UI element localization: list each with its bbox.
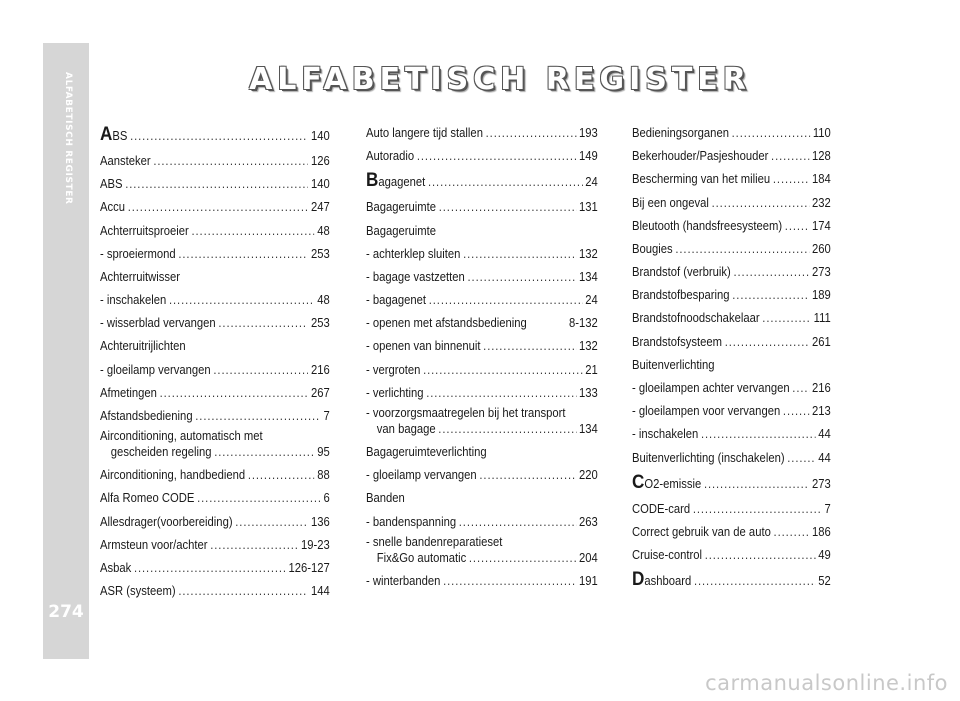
index-entry: [100, 557, 330, 580]
entry-label: Airconditioning, handbediend: [100, 468, 246, 483]
entry-label: - vergroten: [366, 362, 421, 377]
dot-leader: [785, 215, 810, 238]
entry-label: agagenet: [378, 175, 426, 190]
index-entry: [366, 122, 598, 145]
entry-label: Achterruitwisser: [100, 269, 181, 284]
entry-label: Bekerhouder/Pasjeshouder: [632, 149, 769, 164]
index-entry: [366, 266, 598, 289]
entry-label: BS: [112, 129, 128, 143]
index-entry: [100, 487, 330, 510]
entry-text: [100, 121, 127, 150]
entry-page: 44: [818, 427, 831, 442]
entry-label: - bagagenet: [366, 293, 427, 308]
entry-text: [100, 173, 123, 196]
entry-text: [100, 266, 180, 289]
section-letter: D: [632, 569, 645, 591]
entry-text: [366, 335, 480, 358]
index-column-2: [366, 122, 598, 593]
entry-page: 8-132: [568, 316, 598, 331]
entry-label: O2-emissie: [644, 476, 702, 491]
entry-page: 144: [310, 584, 330, 599]
entry-text: [366, 511, 456, 534]
entry-page: 48: [317, 293, 330, 308]
entry-text: [632, 331, 722, 354]
dot-leader: [210, 534, 298, 557]
dot-leader: [733, 261, 809, 284]
index-entry: [632, 331, 831, 354]
entry-label: Bougies: [632, 241, 673, 256]
entry-page: 213: [812, 404, 831, 419]
entry-text: [632, 284, 730, 307]
entry-text: - snelle bandenreparatieset: [366, 534, 503, 549]
entry-page: 24: [585, 175, 598, 190]
entry-page: 174: [812, 218, 831, 233]
dot-leader: [762, 307, 811, 330]
entry-label: - openen van binnenuit: [366, 339, 481, 354]
entry-text: [632, 544, 702, 567]
index-entry: [632, 122, 831, 145]
dot-leader: [417, 145, 576, 168]
index-entry: [632, 238, 831, 261]
entry-page: 247: [310, 200, 330, 215]
entry-page: 273: [812, 476, 831, 491]
entry-text: [632, 447, 785, 470]
index-entry: [100, 359, 330, 382]
entry-page: 216: [812, 381, 831, 396]
index-entry: [632, 400, 831, 423]
entry-text: [632, 521, 771, 544]
entry-text: [100, 289, 166, 312]
entry-page: 48: [317, 223, 330, 238]
dot-leader: [429, 289, 583, 312]
index-entry: [632, 377, 831, 400]
index-entry: [100, 464, 330, 487]
entry-text: [100, 335, 186, 358]
entry-text: [632, 400, 780, 423]
entry-text: [366, 289, 426, 312]
entry-label: ashboard: [644, 574, 692, 589]
entry-text-continued: gescheiden regeling: [110, 445, 212, 460]
watermark: carmanualsonline.info: [705, 671, 948, 695]
entry-text: [632, 215, 782, 238]
index-entry: [366, 570, 598, 593]
entry-page: 186: [812, 524, 831, 539]
entry-label: Banden: [366, 491, 405, 506]
dot-leader: [439, 196, 577, 219]
index-entry: [366, 289, 598, 312]
entry-text: [366, 145, 414, 168]
entry-label: Afstandsbediening: [100, 409, 193, 424]
entry-text: [632, 192, 709, 215]
index-entry: [366, 220, 598, 243]
entry-text: [100, 220, 189, 243]
entry-label: Armsteun voor/achter: [100, 537, 208, 552]
entry-page: 132: [578, 339, 598, 354]
entry-text: [366, 266, 465, 289]
index-entry: [100, 405, 330, 428]
entry-label: Brandstof (verbruik): [632, 265, 731, 280]
entry-page: 149: [578, 149, 598, 164]
index-entry: [632, 498, 831, 521]
entry-page: 204: [578, 550, 598, 565]
entry-page: 111: [813, 311, 831, 326]
entry-text: [100, 557, 131, 580]
dot-leader: [712, 192, 810, 215]
dot-leader: [178, 580, 308, 603]
entry-label: Achterruitsproeier: [100, 223, 189, 238]
entry-page: 88: [317, 468, 330, 483]
entry-page: 7: [323, 409, 330, 424]
entry-label: Brandstofnoodschakelaar: [632, 311, 760, 326]
index-entry: [632, 145, 831, 168]
dot-leader: [469, 550, 576, 566]
entry-text: [632, 168, 770, 191]
dot-leader: [701, 423, 816, 446]
entry-label: - winterbanden: [366, 573, 441, 588]
dot-leader: [235, 511, 308, 534]
entry-label: Bagageruimte: [366, 223, 437, 238]
entry-text: [100, 487, 194, 510]
entry-text: [632, 307, 760, 330]
entry-page: 253: [310, 246, 330, 261]
entry-page: 131: [578, 200, 598, 215]
entry-label: Buitenverlichting: [632, 357, 715, 372]
entry-label: - inschakelen: [632, 427, 699, 442]
entry-text: [366, 464, 477, 487]
entry-page: 95: [317, 445, 330, 460]
entry-label: - sproeiermond: [100, 246, 176, 261]
section-letter: C: [632, 471, 645, 493]
entry-text: [366, 243, 460, 266]
index-entry: [632, 567, 831, 595]
dot-leader: [771, 145, 809, 168]
dot-leader: [483, 335, 576, 358]
dot-leader: [218, 312, 308, 335]
entry-page: 110: [812, 125, 831, 140]
entry-text: Airconditioning, automatisch met: [100, 429, 263, 444]
index-entry: [100, 173, 330, 196]
index-entry: [366, 359, 598, 382]
entry-page: 261: [812, 334, 831, 349]
index-entry: [100, 289, 330, 312]
dot-leader: [773, 168, 809, 191]
entry-text: [100, 150, 151, 173]
entry-label: Brandstofbesparing: [632, 288, 730, 303]
entry-label: ASR (systeem): [100, 584, 176, 599]
entry-label: Bleutooth (handsfreesysteem): [632, 218, 783, 233]
index-entry: [632, 192, 831, 215]
side-label: ALFABETISCH REGISTER: [63, 72, 73, 205]
entry-label: Auto langere tijd stallen: [366, 125, 483, 140]
dot-leader: [486, 122, 577, 145]
index-column-3: [632, 122, 831, 595]
dot-leader: [443, 570, 576, 593]
entry-text: [100, 359, 211, 382]
entry-label: - gloeilampen voor vervangen: [632, 404, 781, 419]
section-letter: B: [366, 170, 379, 192]
entry-label: ABS: [100, 177, 123, 192]
index-entry: [100, 243, 330, 266]
entry-text-continued: Fix&Go automatic: [376, 550, 467, 565]
index-entry: [100, 266, 330, 289]
dot-leader: [792, 377, 809, 400]
entry-page: 191: [578, 573, 598, 588]
entry-label: Aansteker: [100, 153, 151, 168]
dot-leader: [787, 447, 815, 470]
index-entry: [366, 441, 598, 464]
entry-page: 140: [310, 177, 330, 192]
entry-label: - wisserblad vervangen: [100, 316, 216, 331]
dot-leader: [468, 266, 577, 289]
entry-label: - verlichting: [366, 385, 424, 400]
index-entry: [100, 122, 330, 150]
dot-leader: [160, 382, 309, 405]
dot-leader: [197, 487, 321, 510]
index-entry: [366, 405, 598, 441]
entry-page: 126-127: [288, 560, 330, 575]
entry-page: 136: [310, 514, 330, 529]
index-entry: [632, 284, 831, 307]
entry-page: 134: [578, 422, 598, 437]
entry-text: [100, 511, 233, 534]
entry-text: [100, 382, 157, 405]
entry-page: 133: [578, 385, 598, 400]
page-number: 274: [48, 602, 84, 622]
entry-label: Bedieningsorganen: [632, 125, 729, 140]
entry-page: 19-23: [300, 537, 330, 552]
entry-label: Allesdrager(voorbereiding): [100, 514, 233, 529]
entry-label: Bij een ongeval: [632, 195, 709, 210]
entry-text-continued: van bagage: [376, 422, 436, 437]
section-letter: A: [100, 124, 113, 145]
index-entry: [632, 423, 831, 446]
entry-page: 134: [578, 269, 598, 284]
index-entry: [632, 521, 831, 544]
entry-text: [366, 312, 527, 335]
entry-text: [632, 122, 729, 145]
index-entry: [100, 428, 330, 464]
entry-text: [632, 261, 731, 284]
entry-label: - bandenspanning: [366, 514, 457, 529]
index-entry: [100, 580, 330, 603]
entry-label: - gloeilampen achter vervangen: [632, 381, 790, 396]
entry-label: - achterklep sluiten: [366, 246, 461, 261]
dot-leader: [214, 444, 314, 460]
entry-text: [100, 243, 176, 266]
entry-page: 232: [812, 195, 831, 210]
entry-text: [632, 423, 698, 446]
entry-page: 132: [578, 246, 598, 261]
dot-leader: [479, 464, 576, 487]
dot-leader: [732, 284, 809, 307]
entry-label: - gloeilamp vervangen: [100, 362, 211, 377]
dot-leader: [732, 122, 810, 145]
entry-page: 6: [323, 491, 330, 506]
entry-label: Brandstofsysteem: [632, 334, 723, 349]
entry-label: Buitenverlichting (inschakelen): [632, 450, 785, 465]
entry-page: 7: [824, 501, 831, 516]
index-entry: [366, 487, 598, 510]
index-entry: [366, 145, 598, 168]
entry-text: [366, 441, 487, 464]
entry-page: 267: [310, 385, 330, 400]
page-title: ALFABETISCH REGISTER: [249, 62, 751, 97]
index-entry: [100, 534, 330, 557]
index-entry: [366, 196, 598, 219]
entry-text: [366, 220, 436, 243]
index-entry: [100, 511, 330, 534]
entry-page: 220: [578, 468, 598, 483]
dot-leader: [128, 196, 309, 219]
entry-page: 184: [812, 172, 831, 187]
index-entry: [100, 382, 330, 405]
entry-label: Bescherming van het milieu: [632, 172, 771, 187]
entry-page: 189: [812, 288, 831, 303]
entry-text: [100, 464, 245, 487]
entry-label: Achteruitrijlichten: [100, 339, 186, 354]
dot-leader: [426, 382, 576, 405]
dot-leader: [178, 243, 308, 266]
index-entry: [100, 312, 330, 335]
entry-page: 52: [818, 574, 831, 589]
index-entry: [366, 312, 598, 335]
entry-text: [100, 196, 125, 219]
index-entry: [366, 243, 598, 266]
entry-text: [632, 469, 701, 498]
dot-leader: [169, 289, 315, 312]
entry-page: 24: [585, 293, 598, 308]
entry-page: 260: [812, 241, 831, 256]
index-entry: [100, 336, 330, 359]
dot-leader: [704, 470, 809, 498]
entry-label: Bagageruimteverlichting: [366, 445, 487, 460]
entry-label: Bagageruimte: [366, 200, 437, 215]
entry-label: CODE-card: [632, 501, 691, 516]
index-entry: [632, 215, 831, 238]
dot-leader: [725, 331, 810, 354]
entry-text: [632, 498, 690, 521]
dot-leader: [130, 122, 308, 150]
entry-text: [366, 122, 483, 145]
dot-leader: [134, 557, 286, 580]
dot-leader: [783, 400, 809, 423]
entry-text: [366, 167, 425, 196]
index-entry: [632, 354, 831, 377]
entry-text: [366, 382, 424, 405]
dot-leader: [675, 238, 809, 261]
index-entry: [366, 534, 598, 570]
entry-text: [366, 196, 436, 219]
index-entry: [366, 168, 598, 196]
entry-page: 140: [310, 129, 330, 143]
index-entry: [632, 447, 831, 470]
entry-page: 253: [310, 316, 330, 331]
dot-leader: [248, 464, 315, 487]
entry-label: Correct gebruik van de auto: [632, 524, 771, 539]
dot-leader: [428, 168, 583, 196]
index-entry: [632, 168, 831, 191]
dot-leader: [438, 421, 576, 437]
index-entry: [100, 196, 330, 219]
dot-leader: [694, 567, 816, 595]
index-entry: [632, 544, 831, 567]
entry-text: [632, 354, 715, 377]
dot-leader: [463, 243, 576, 266]
entry-label: - inschakelen: [100, 293, 167, 308]
index-column-1: [100, 122, 330, 603]
entry-text: [366, 487, 405, 510]
dot-leader: [153, 150, 308, 173]
entry-page: 49: [818, 548, 831, 563]
entry-text: [632, 145, 768, 168]
dot-leader: [459, 511, 577, 534]
entry-text: [100, 580, 176, 603]
entry-label: - bagage vastzetten: [366, 269, 465, 284]
entry-text: [632, 238, 673, 261]
entry-page: 273: [812, 265, 831, 280]
entry-label: Cruise-control: [632, 548, 703, 563]
dot-leader: [423, 359, 582, 382]
dot-leader: [213, 359, 308, 382]
entry-page: 44: [818, 450, 831, 465]
entry-text: [632, 377, 790, 400]
dot-leader: [693, 498, 822, 521]
entry-label: Afmetingen: [100, 385, 157, 400]
index-entry: [100, 220, 330, 243]
entry-page: 21: [585, 362, 598, 377]
entry-label: - openen met afstandsbediening: [366, 316, 527, 331]
entry-text: [100, 405, 193, 428]
entry-label: Autoradio: [366, 149, 415, 164]
entry-label: Alfa Romeo CODE: [100, 491, 195, 506]
index-entry: [632, 308, 831, 331]
entry-text: [100, 534, 208, 557]
entry-text: [366, 359, 420, 382]
entry-page: 128: [812, 149, 831, 164]
dot-leader: [195, 405, 321, 428]
index-entry: [366, 336, 598, 359]
index-entry: [366, 511, 598, 534]
index-entry: [632, 470, 831, 498]
entry-text: [100, 312, 216, 335]
index-entry: [100, 150, 330, 173]
entry-label: - gloeilamp vervangen: [366, 468, 477, 483]
index-entry: [366, 464, 598, 487]
dot-leader: [125, 173, 308, 196]
entry-label: Asbak: [100, 560, 132, 575]
entry-label: Accu: [100, 200, 126, 215]
entry-text: - voorzorgsmaatregelen bij het transport: [366, 406, 566, 421]
entry-page: 193: [578, 125, 598, 140]
entry-page: 126: [310, 153, 330, 168]
entry-text: [366, 570, 440, 593]
dot-leader: [705, 544, 816, 567]
dot-leader: [191, 220, 314, 243]
entry-page: 263: [578, 514, 598, 529]
index-entry: [632, 261, 831, 284]
entry-page: 216: [310, 362, 330, 377]
dot-leader: [774, 521, 810, 544]
entry-text: [632, 566, 691, 595]
index-entry: [366, 382, 598, 405]
